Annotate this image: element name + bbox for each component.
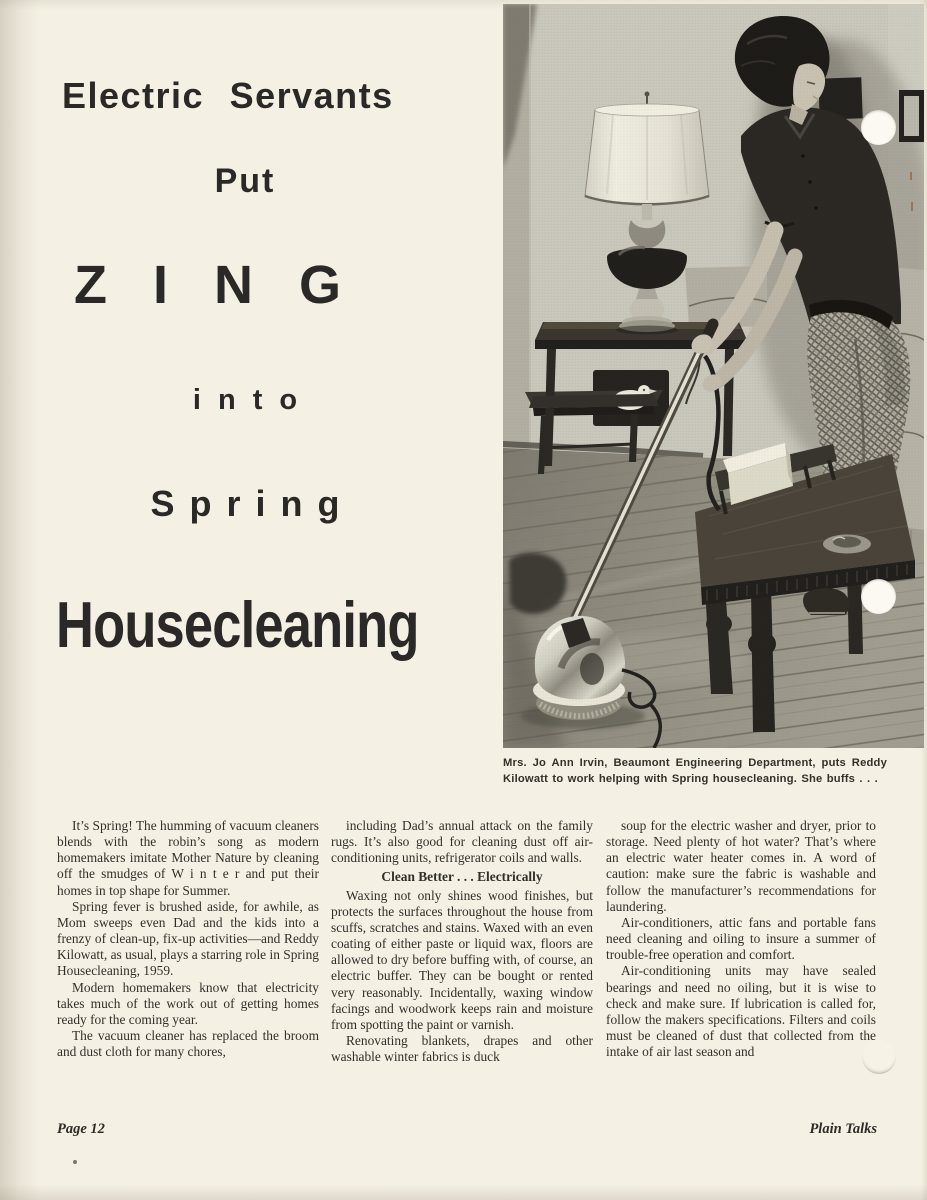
article-column-2 <box>331 818 593 1065</box>
headline-zing: ZING <box>74 255 387 315</box>
photo-caption: Mrs. Jo Ann Irvin, Beaumont Engineering Department, puts Reddy Kilowatt to work helping with Spring housecleaning. She buffs . . . <box>503 757 887 785</box>
headline-put: Put <box>214 162 276 200</box>
punch-hole-middle <box>861 579 896 614</box>
headline-housecleaning: Housecleaning <box>56 587 419 662</box>
headline-spring: Spring <box>150 483 355 524</box>
page-number: Page 12 <box>57 1121 105 1137</box>
article-photo <box>503 4 924 748</box>
paragraph: soup for the electric washer and dryer, prior to storage. Need plenty of hot water? That’s where an electric water heater comes in. A word of caution: make sure the fabric is washable and follow the manufacturer’s recommendations for laundering. <box>606 818 876 914</box>
article-column-1 <box>57 818 319 1060</box>
paragraph: including Dad’s annual attack on the family rugs. It’s also good for cleaning dust off air-conditioning units, refrigerator coils and walls. <box>331 818 593 866</box>
ink-speck <box>73 1160 77 1164</box>
halftone-texture <box>503 4 924 748</box>
headline-electric-servants: Electric Servants <box>62 75 394 116</box>
paragraph: Spring fever is brushed aside, for awhile, as Mom sweeps even Dad and the kids into a frenzy of clean-up, fix-up activities—and Reddy Kilowatt, as usual, plays a starring role in Spring Housecleaning, 1959. <box>57 898 319 979</box>
headline-into: into <box>192 384 315 416</box>
paragraph: Waxing not only shines wood finishes, but protects the surfaces throughout the house from scuffs, scratches and stains. Waxed with an even coating of either paste or liquid wax, floors are allowed to dry before buffing with, of course, an electric buffer. They can be bought or rented very reasonably. Incidentally, waxing window facings and woodwork keeps rain and moisture from spotting the paint or varnish. <box>331 887 593 1032</box>
section-subhead: Clean Better . . . Electrically <box>381 869 543 885</box>
paragraph: The vacuum cleaner has replaced the broom and dust cloth for many chores, <box>57 1028 319 1060</box>
paragraph: Modern homemakers know that electricity takes much of the work out of getting homes ready for the coming year. <box>57 979 319 1027</box>
article-column-3 <box>606 818 876 1060</box>
scan-shadow-bottom <box>0 1184 927 1200</box>
photo-illustration <box>503 4 924 748</box>
paragraph: It’s Spring! The humming of vacuum cleaners blends with the robin’s song as modern homemakers imitate Mother Nature by cleaning off the smudges of W i n t e r and put their homes in top shape for Summer. <box>57 818 319 898</box>
scan-shadow-left <box>0 0 40 1200</box>
publication-name: Plain Talks <box>809 1121 877 1137</box>
paragraph: Air-conditioners, attic fans and portable fans need cleaning and oiling to insure a summer of trouble-free operation and comfort. <box>606 914 876 963</box>
paragraph: Renovating blankets, drapes and other washable winter fabrics is duck <box>331 1033 593 1065</box>
paragraph: Air-conditioning units may have sealed bearings and need no oiling, but it is wise to check and make sure. If lubrication is called for, follow the makers specifications. Filters and coils must be cleaned of dust that collected from the intake of air last season and <box>606 963 876 1060</box>
punch-hole-top <box>861 110 896 145</box>
